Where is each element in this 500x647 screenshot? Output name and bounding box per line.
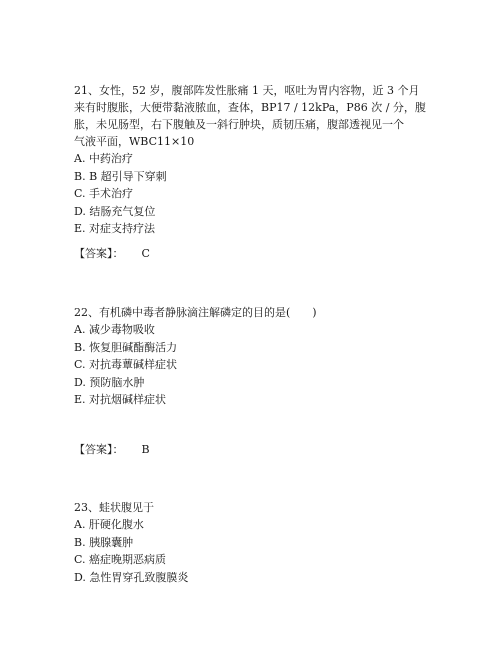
option-d: D. 预防脑水肿 [74,375,145,389]
question-stem-line: 21、女性，52 岁，腹部阵发性胀痛 1 天，呕吐为胃内容物，近 3 个月 [74,84,420,97]
answer-22 [74,441,150,458]
question-21 [74,82,434,238]
option-d: D. 结肠充气复位 [74,204,156,218]
option-c: C. 对抗毒蕈碱样症状 [74,358,178,371]
option-a: A. 肝硬化腹水 [74,518,144,531]
option-b: B. 恢复胆碱酯酶活力 [74,340,178,354]
question-stem-line: 胀，未见肠型，右下腹触及一斜行肿块，质韧压痛，腹部透视见一个 [74,118,404,131]
answer-21 [74,245,150,262]
option-b: B. 胰腺囊肿 [74,535,134,549]
question-stem-line: 气液平面，WBC11×10 [74,135,195,148]
option-c: C. 癌症晚期恶病质 [74,553,167,566]
question-stem-line: 来有时腹胀，大便带黏液脓血，查体，BP17 / 12kPa，P86 次 / 分，腹 [74,101,426,114]
answer-label: 【答案】： [74,247,124,260]
option-a: A. 减少毒物吸收 [74,323,155,336]
answer-value: B [141,443,150,456]
option-e: E. 对症支持疗法 [74,222,156,235]
option-c: C. 手术治疗 [74,187,134,200]
question-22 [74,304,434,409]
option-e: E. 对抗烟碱样症状 [74,393,167,406]
option-d: D. 急性胃穿孔致腹膜炎 [74,570,189,584]
answer-label: 【答案】： [74,443,124,456]
question-stem-line: 22、有机磷中毒者静脉滴注解磷定的目的是( ) [74,306,317,319]
answer-value: C [141,247,150,260]
option-a: A. 中药治疗 [74,152,133,165]
question-stem-line: 23、蛙状腹见于 [74,501,154,514]
question-23 [74,499,434,586]
option-b: B. B 超引导下穿刺 [74,169,167,183]
